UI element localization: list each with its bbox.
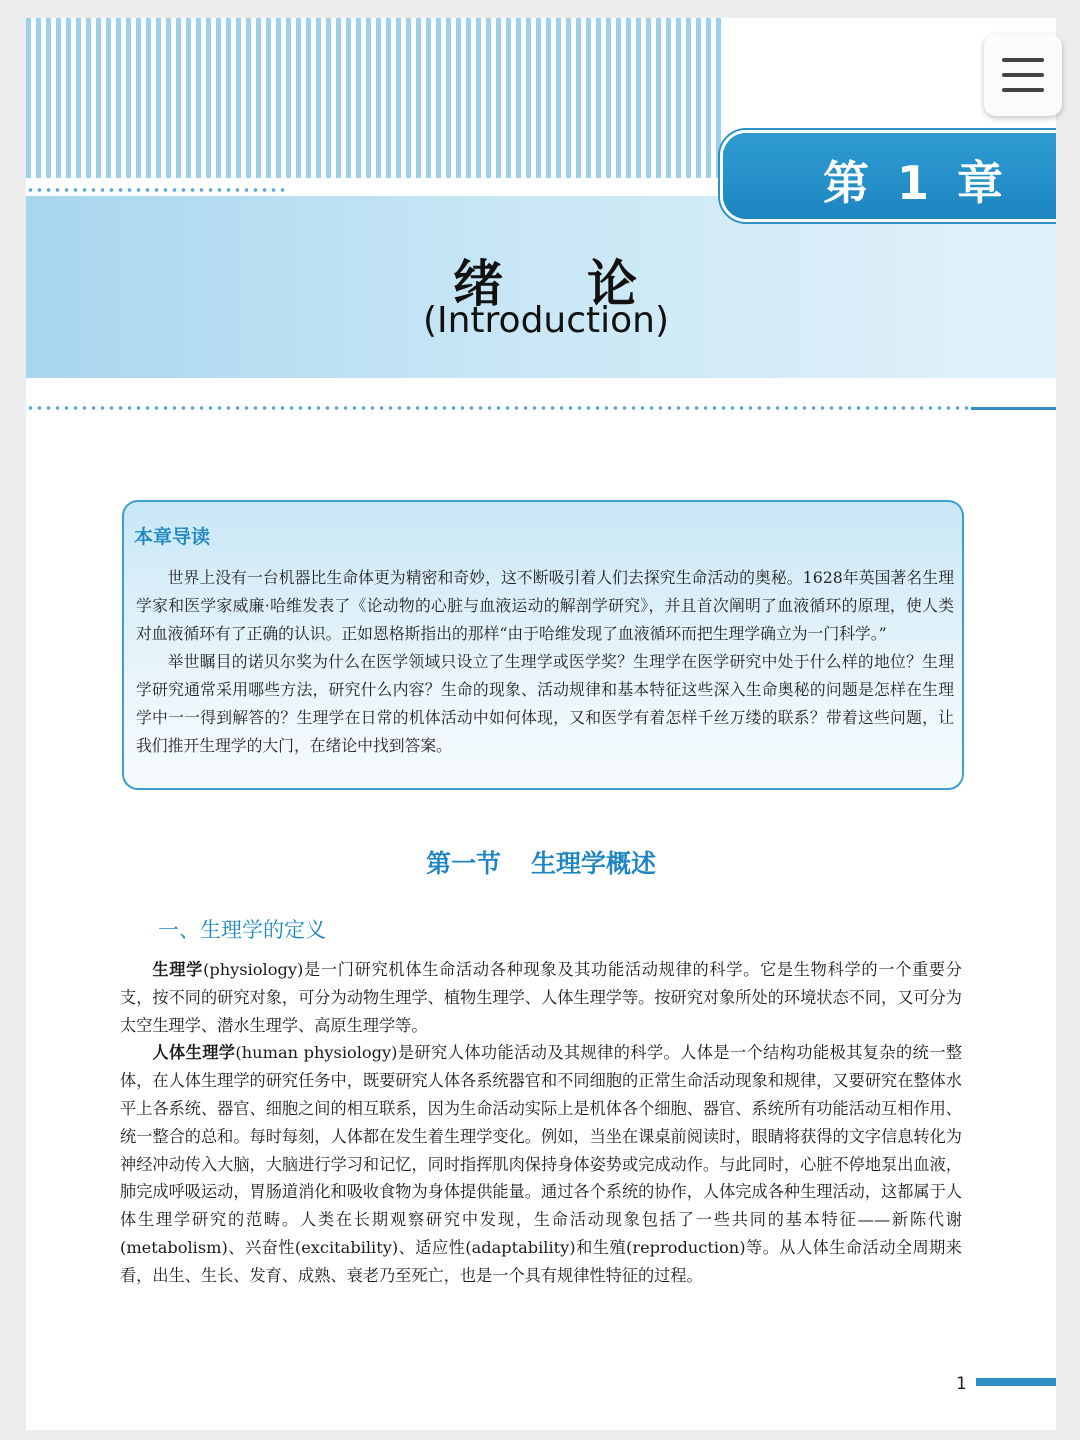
- section-number: 第一节: [425, 849, 501, 878]
- chapter-guide-box: [122, 500, 964, 790]
- guide-paragraph: 举世瞩目的诺贝尔奖为什么在医学领域只设立了生理学或医学奖？生理学在医学研究中处于什么样的地位？生理学研究通常采用哪些方法，研究什么内容？生命的现象、活动规律和基本特征这些深入生命奥秘的问题是怎样在生理学中一一得到解答的？生理学在日常的机体活动中如何体现，又和医学有着怎样千丝万缕的联系？带着这些问题，让我们推开生理学的大门，在绪论中找到答案。: [136, 652, 954, 755]
- term-human-physiology: 人体生理学: [152, 1043, 236, 1063]
- section-title: [26, 844, 1056, 880]
- section-name: 生理学概述: [531, 849, 657, 878]
- body-paragraph: [120, 1039, 962, 1289]
- chapter-title-char-1: 绪: [453, 255, 505, 313]
- body-paragraph-text: (human physiology)是研究人体功能活动及其规律的科学。人体是一个结构功能极其复杂的统一整体，在人体生理学的研究任务中，既要研究人体各系统器官和不同细胞的正常生命活动现象和规律，又要研究在整体水平上各系统、器官、细胞之间的相互联系，因为生命活动实际上是机体各个细胞、器官、系统所有功能活动互相作用、统一整合的总和。每时每刻，人体都在发生着生理学变化。例如，当坐在课桌前阅读时，眼睛将获得的文字信息转化为神经冲动传入大脑，大脑进行学习和记忆，同时指挥肌肉保持身体姿势或完成动作。与此同时，心脏不停地泵出血液，肺完成呼吸运动，胃肠道消化和吸收食物为身体提供能量。通过各个系统的协作，人体完成各种生理活动，这都属于人体生理学研究的范畴。人类在长期观察研究中发现，生命活动现象包括了一些共同的基本特征——新陈代谢(metabolism)、兴奋性(excitability)、适应性(adaptability)和生殖(reproduction)等。从人体生命活动全周期来看，出生、生长、发育、成熟、衰老乃至死亡，也是一个具有规律性特征的过程。: [120, 1043, 963, 1285]
- body-text: [120, 956, 962, 1290]
- divider-line: [971, 407, 1056, 410]
- dotted-line-decoration: [26, 186, 288, 194]
- hamburger-menu-button[interactable]: [984, 34, 1062, 116]
- chapter-title-en: (Introduction): [422, 300, 670, 341]
- body-paragraph: [120, 956, 962, 1039]
- subsection-title: 一、生理学的定义: [158, 918, 326, 942]
- book-page: [26, 18, 1056, 1430]
- term-physiology: 生理学: [152, 960, 204, 979]
- dotted-line-decoration: [26, 404, 971, 412]
- hamburger-menu-icon: [1002, 73, 1044, 77]
- hamburger-menu-icon: [1002, 58, 1044, 62]
- page-number: 1: [956, 1374, 967, 1394]
- guide-body: [136, 564, 954, 760]
- body-paragraph-text: (physiology)是一门研究机体生命活动各种现象及其功能活动规律的科学。它是生物科学的一个重要分支，按不同的研究对象，可分为动物生理学、植物生理学、人体生理学等。按研究对象所处的环境状态不同，又可分为太空生理学、潜水生理学、高原生理学等。: [120, 960, 962, 1035]
- chapter-tab: [720, 130, 1056, 222]
- chapter-label: 第 1 章: [823, 156, 1010, 210]
- page-number-bar: [976, 1378, 1056, 1386]
- header-stripe-decoration: [26, 18, 726, 178]
- hamburger-menu-icon: [1002, 88, 1044, 92]
- guide-title: 本章导读: [134, 526, 211, 548]
- guide-paragraph: 世界上没有一台机器比生命体更为精密和奇妙，这不断吸引着人们去探究生命活动的奥秘。1628年英国著名生理学家和医学家威廉·哈维发表了《论动物的心脏与血液运动的解剖学研究》，并且首次阐明了血液循环的原理，使人类对血液循环有了正确的认识。正如恩格斯指出的那样“由于哈维发现了血液循环而把生理学确立为一门科学。”: [136, 568, 954, 643]
- chapter-title-char-2: 论: [587, 255, 639, 313]
